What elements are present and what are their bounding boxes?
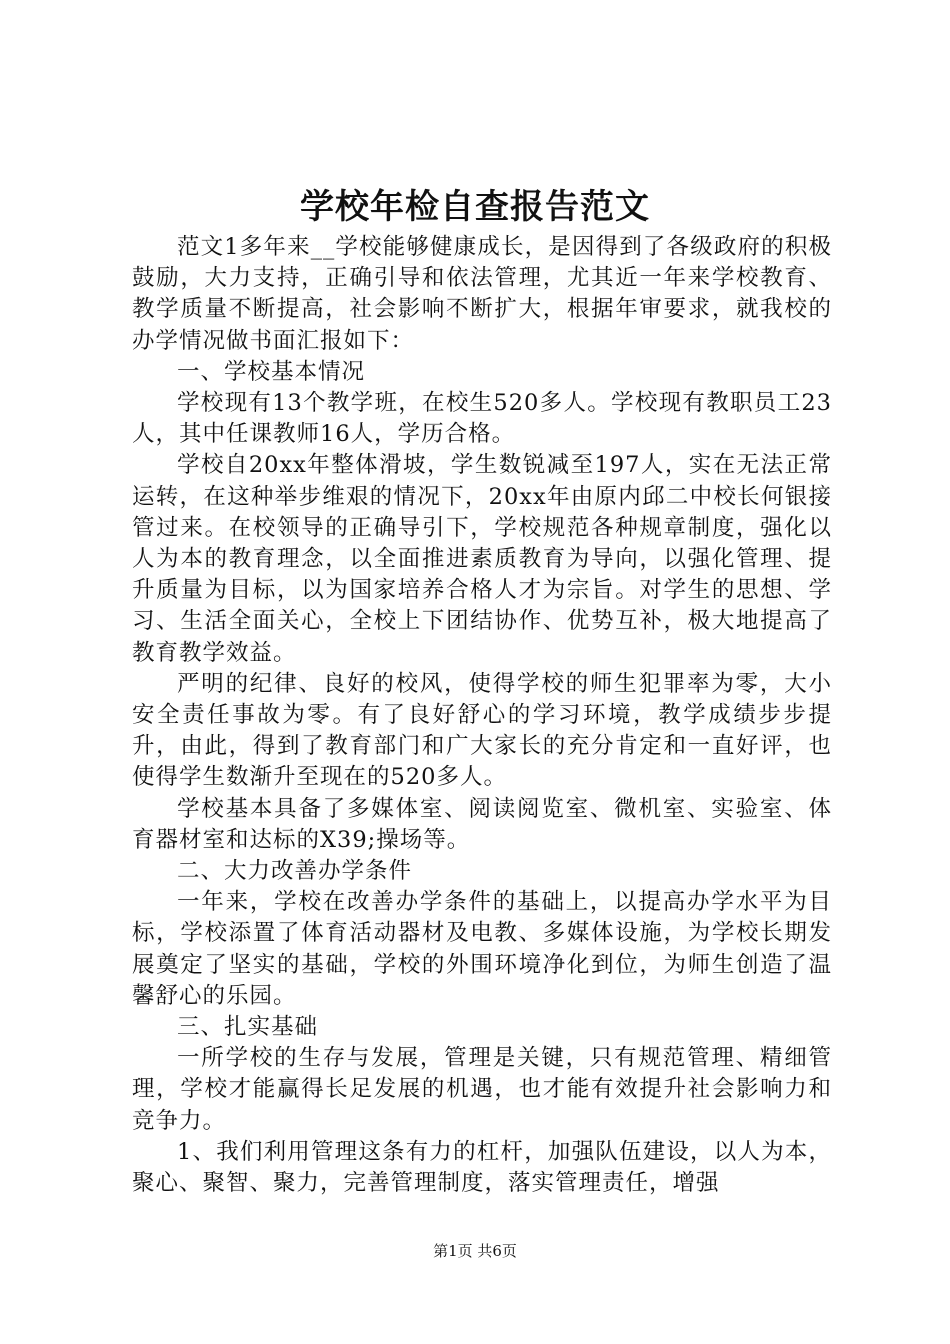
paragraph-intro: 范文1多年来__学校能够健康成长，是因得到了各级政府的积极鼓励，大力支持，正确引导和依法管理，尤其近一年来学校教育、教学质量不断提高，社会影响不断扩大，根据年审要求，就我校的办学情况做书面汇报如下：	[132, 234, 832, 354]
section-heading-3: 三、扎实基础	[177, 1014, 319, 1041]
section-heading-1: 一、学校基本情况	[177, 358, 366, 385]
paragraph-history: 学校自20xx年整体滑坡，学生数锐减至197人，实在无法正常运转，在这种举步维艰的情况下，20xx年由原内邱二中校长何银接管过来。在校领导的正确导引下，学校规范各种规章制度，强化以人为本的教育理念，以全面推进素质教育为导向，以强化管理、提升质量为目标，以为国家培养合格人才为宗旨。对学生的思想、学习、生活全面关心，全校上下团结协作、优势互补，极大地提高了教育教学效益。	[132, 452, 832, 666]
paragraph-discipline: 严明的纪律、良好的校风，使得学校的师生犯罪率为零，大小安全责任事故为零。有了良好舒心的学习环境，教学成绩步步提升，由此，得到了教育部门和广大家长的充分肯定和一直好评，也使得学生数渐升至现在的520多人。	[132, 670, 832, 791]
document-body	[132, 232, 832, 1199]
paragraph-management: 一所学校的生存与发展，管理是关键，只有规范管理、精细管理，学校才能赢得长足发展的机遇，也才能有效提升社会影响力和竞争力。	[132, 1045, 832, 1134]
page-footer: 第1页 共6页	[433, 1242, 517, 1260]
paragraph-basic-info: 学校现有13个教学班，在校生520多人。学校现有教职员工23人，其中任课教师16人，学历合格。	[132, 390, 832, 448]
paragraph-conditions: 一年来，学校在改善办学条件的基础上，以提高办学水平为目标，学校添置了体育活动器材及电教、多媒体设施，为学校长期发展奠定了坚实的基础，学校的外围环境净化到位，为师生创造了温馨舒心的乐园。	[132, 889, 832, 1009]
section-heading-2: 二、大力改善办学条件	[177, 858, 413, 885]
paragraph-facilities: 学校基本具备了多媒体室、阅读阅览室、微机室、实验室、体育器材室和达标的X39;操场等。	[132, 795, 832, 853]
paragraph-item-1: 1、我们利用管理这条有力的杠杆，加强队伍建设，以人为本，聚心、聚智、聚力，完善管理制度，落实管理责任，增强	[132, 1138, 832, 1197]
document-title: 学校年检自查报告范文	[300, 187, 650, 227]
